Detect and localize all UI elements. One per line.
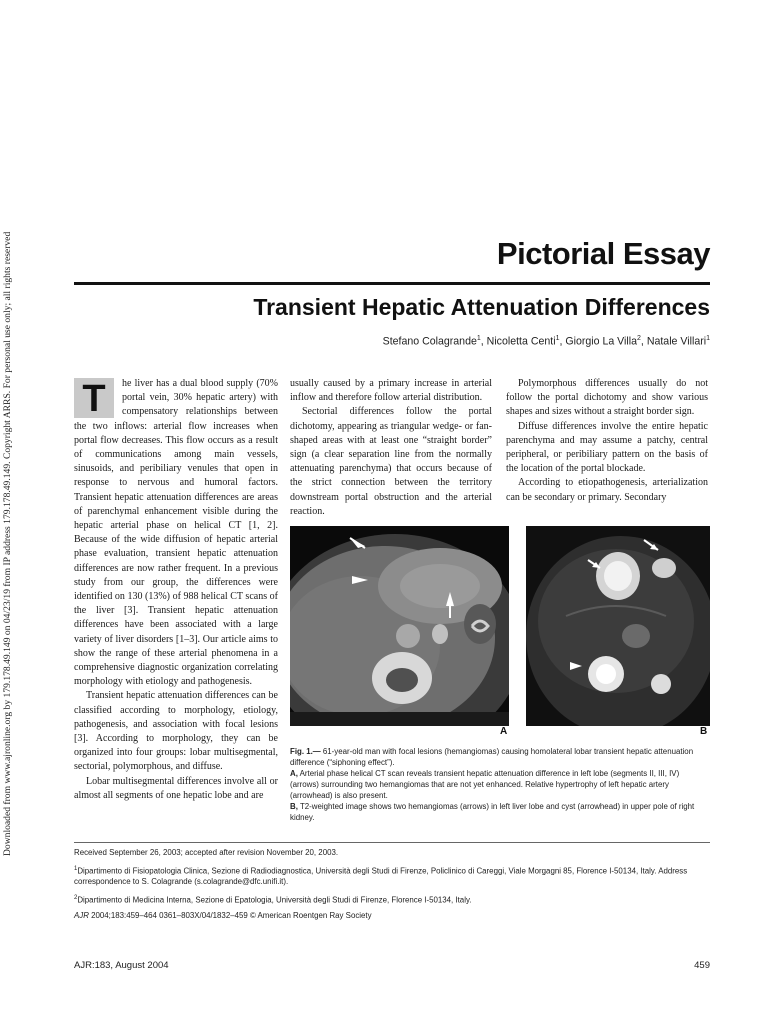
body-paragraph: Polymorphous differences usually do not follow the portal dichotomy and show various shapes and sizes without a straight border sign. — [506, 378, 708, 418]
author-separator: , — [640, 335, 647, 348]
footnotes — [74, 848, 710, 927]
mr-illustration — [526, 526, 710, 726]
body-paragraph: Lobar multisegmental differences involve all or almost all segments of one hepatic lobe and are — [74, 775, 278, 801]
author-separator: , — [480, 335, 487, 348]
received-note: Received September 26, 2003; accepted after revision November 20, 2003. — [74, 848, 339, 857]
panel-label-b: B — [700, 726, 708, 737]
title-rule — [74, 282, 710, 285]
author-affiliation: 1 — [706, 335, 710, 342]
body-paragraph: Transient hepatic attenuation differences can be classified according to morphology, etiology, pathogenesis, and association with focal lesions [3]. According to morphology, they can be organized into four groups: lobar multisegmental, sectorial, polymorphous, and diffuse. — [74, 690, 278, 773]
page-number: 459 — [694, 960, 710, 971]
paragraph-text: he liver has a dual blood supply (70% portal vein, 30% hepatic artery) with compensatory relationships between the two inflows: arterial flow increases when portal flow decreases. This flow occurs as a result of communications among main vessels, sinusoids, and peribiliary venules that open in response to nervous and humoral factors. Transient hepatic attenuation differences are areas of parenchymal enhancement visible during the hepatic arterial phase on helical CT [1, 2]. Because of the wide diffusion of hepatic arterial phase evaluation, transient hepatic attenuation differences are now rather frequent. In a previous study from our group, the differences were identified on 130 (13%) of 988 helical CT scans of the liver [3]. Transient hepatic attenuation differences have been associated with a large variety of liver disorders [1–3]. Our article aims to show the range of these arterial phenomena in a comprehensive diagnostic organization correlating morphology with etiology and pathogenesis. — [74, 378, 278, 688]
body-paragraph — [74, 377, 278, 689]
affiliation-number: 1 — [74, 865, 78, 872]
footnote-rule — [74, 842, 710, 843]
caption-b-label: B, — [290, 802, 298, 811]
ct-scan-image — [290, 526, 509, 726]
download-notice-text: Downloaded from www.ajronline.org by 179.178.49.149 on 04/23/19 from IP address 179.178.49.149. Copyright ARRS. For personal use only; all rights reserved — [2, 231, 13, 856]
body-column-1 — [74, 377, 278, 803]
panel-label-a: A — [500, 726, 508, 737]
body-paragraph: Diffuse differences involve the entire hepatic parenchyma and may assume a patchy, central peripheral, or peribiliary pattern on the basis of the location of the portal blockade. — [506, 420, 708, 475]
citation-text: 2004;183:459–464 0361–803X/04/1832–459 © American Roentgen Ray Society — [88, 911, 372, 921]
author-name: Giorgio La Villa — [565, 335, 638, 348]
affiliation-2 — [74, 893, 710, 906]
author-affiliation: 1 — [476, 335, 481, 342]
caption-lead: Fig. 1.— — [290, 747, 321, 756]
body-paragraph: According to etiopathogenesis, arterialization can be secondary or primary. Secondary — [506, 477, 708, 503]
ct-scan-illustration — [290, 526, 509, 726]
caption-text: 61-year-old man with focal lesions (hemangiomas) causing homolateral lobar transient hepatic attenuation difference (“siphoning effect”). — [290, 747, 694, 767]
citation-journal: AJR — [74, 911, 89, 921]
journal-issue: AJR:183, August 2004 — [74, 960, 169, 971]
caption-a-label: A, — [290, 769, 298, 778]
caption-main — [290, 746, 710, 768]
figure-caption — [290, 746, 710, 823]
author-name: Nicoletta Centi — [486, 335, 556, 348]
author-name: Natale Villari — [646, 335, 707, 348]
affiliation-text: Dipartimento di Fisiopatologia Clinica, Sezione di Radiodiagnostica, Università degli Studi di Firenze, Policlinico di Careggi, Viale Morgagni 85, Florence I-50134, Italy. Address correspondence to S. Colagrande (s.colagrande@dfc.unifi.it). — [74, 866, 688, 887]
caption-b-text: T2-weighted image shows two hemangiomas (arrows) in left liver lobe and cyst (arrowhead) in upper pole of right kidney. — [290, 802, 695, 822]
author-affiliation: 2 — [637, 335, 641, 342]
author-list — [383, 335, 710, 348]
body-column-3 — [506, 377, 708, 505]
article-title: Transient Hepatic Attenuation Differences — [253, 294, 710, 320]
citation-line — [74, 911, 710, 922]
affiliation-1 — [74, 864, 710, 888]
caption-b — [290, 801, 710, 823]
caption-a — [290, 768, 710, 801]
section-heading: Pictorial Essay — [496, 236, 710, 271]
download-notice — [1, 176, 15, 856]
author-separator: , — [559, 335, 566, 348]
author-name: Stefano Colagrande — [382, 335, 477, 348]
body-paragraph: Sectorial differences follow the portal dichotomy, appearing as triangular wedge- or fan-shaped areas with at least one “straight border” sign (a clear separation line from the normally attenuating parenchyma) that occurs because of the strict connection between the territory downstream portal obstruction and the arterial reaction. — [290, 406, 492, 517]
affiliation-number: 2 — [74, 895, 78, 902]
drop-cap: T — [74, 378, 114, 418]
affiliation-text: Dipartimento di Medicina Interna, Sezione di Epatologia, Università degli Studi di Firenze, Florence I-50134, Italy. — [77, 895, 472, 905]
body-paragraph: usually caused by a primary increase in arterial inflow and therefore follow arterial distribution. — [290, 378, 492, 404]
body-column-2 — [290, 377, 492, 519]
caption-a-text: Arterial phase helical CT scan reveals transient hepatic attenuation difference in left lobe (segments II, III, IV) (arrows) surrounding two hemangiomas that are not yet enhanced. Relative hypertrophy of left hepatic artery (arrowhead) is also present. — [290, 769, 680, 800]
mr-image — [526, 526, 710, 726]
figure-1 — [290, 526, 710, 726]
author-affiliation: 1 — [555, 335, 560, 342]
